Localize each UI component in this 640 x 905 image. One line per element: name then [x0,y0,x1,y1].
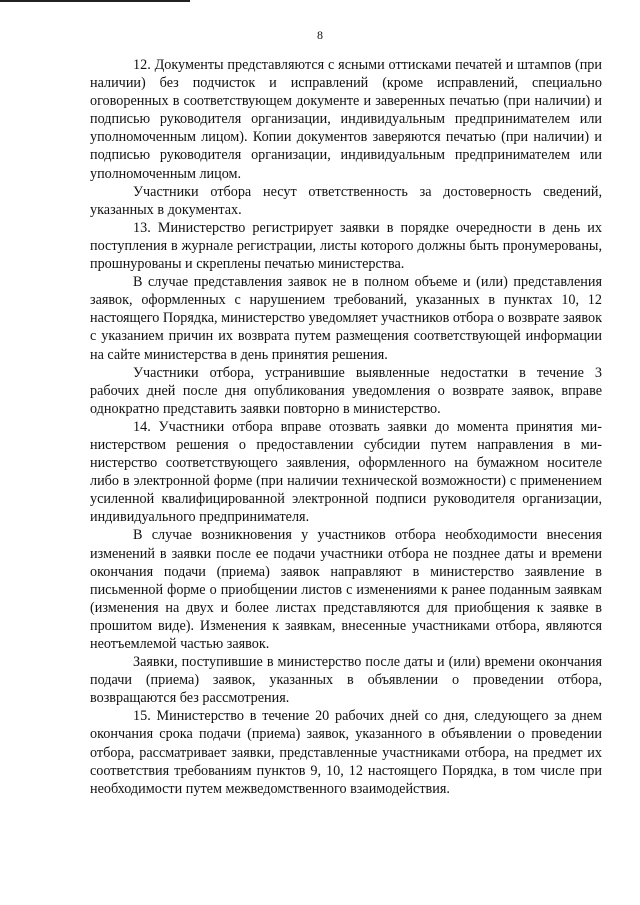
page-number: 8 [317,28,323,42]
paragraph-12-documents: 12. Документы представляются с ясными оттисками печатей и штампов (при наличии) без подчисток и исправлений (кроме исправлений, специально оговоренных в соответствующем документе и заверенных печатью (при наличии) и подписью руководителя организации, индивидуальным предпринимателем или уполномоченным лицом). Копии документов заверяются печатью (при наличии) и подписью руководителя организации, индивидуальным предпринимателем или уполномоченным лицом. [90,57,602,182]
document-body [90,56,602,798]
paragraph-resubmission: Участники отбора, устранившие выявленные недостатки в течение 3 рабочих дней после дня опубликования уведомления о возврате заявок, вправе однократно представить заявки повторно в министерство. [90,364,602,417]
paragraph-participants-responsibility: Участники отбора несут ответственность за достоверность сведений, указанных в документах. [90,183,602,218]
paragraph-late-applications: Заявки, поступившие в министерство после даты и (или) времени окончания подачи (приема) заявок, указанных в объявлении о проведении отбора, возвращаются без рассмотрения. [90,654,602,707]
paragraph-incomplete-applications: В случае представления заявок не в полном объеме и (или) представления заявок, оформленных с нарушением требований, указанных в пунктах 10, 12 настоящего Порядка, министерство уведомляет участников отбора о возврате заявок с указанием причин их возврата путем размещения соответствующей информации на сайте министерства в день принятия решения. [90,274,602,363]
paragraph-14-withdrawal: 14. Участники отбора вправе отозвать заявки до момента принятия министерством решения о предоставлении субсидии путем направления в министерство соответствующего заявления, оформленного на бумажном носителе либо в электронной форме (при наличии технической возможности) с применением усиленной квалифицированной электронной подписи руководителя организации, индивидуального предпринимателя. [90,418,602,526]
paragraph-amendments: В случае возникновения у участников отбора необходимости внесения изменений в заявки после ее подачи участники отбора не позднее даты и времени окончания подачи (приема) заявок направляют в министерство заявление в письменной форме о приобщении листов с изменениями к ранее поданным заявкам (изменения на двух и более листах представляются для приобщения к заявке в прошитом виде). Изменения к заявкам, внесенные участниками отбора, являются неотъемлемой частью заявок. [90,527,602,652]
paragraph-13-registration: 13. Министерство регистрирует заявки в порядке очередности в день их поступления в журнале регистрации, листы которого должны быть пронумерованы, прошнурованы и скреплены печатью министерства. [90,219,602,273]
top-rule [0,0,190,2]
paragraph-15-review: 15. Министерство в течение 20 рабочих дней со дня, следующего за днем окончания срока подачи (приема) заявок, указанного в объявлении о проведении отбора, рассматривает заявки, представленные участниками отбора, на предмет их соответствия требованиям пунктов 9, 10, 12 настоящего Порядка, в том числе при необходимости путем межведомственного взаимодействия. [90,708,602,797]
